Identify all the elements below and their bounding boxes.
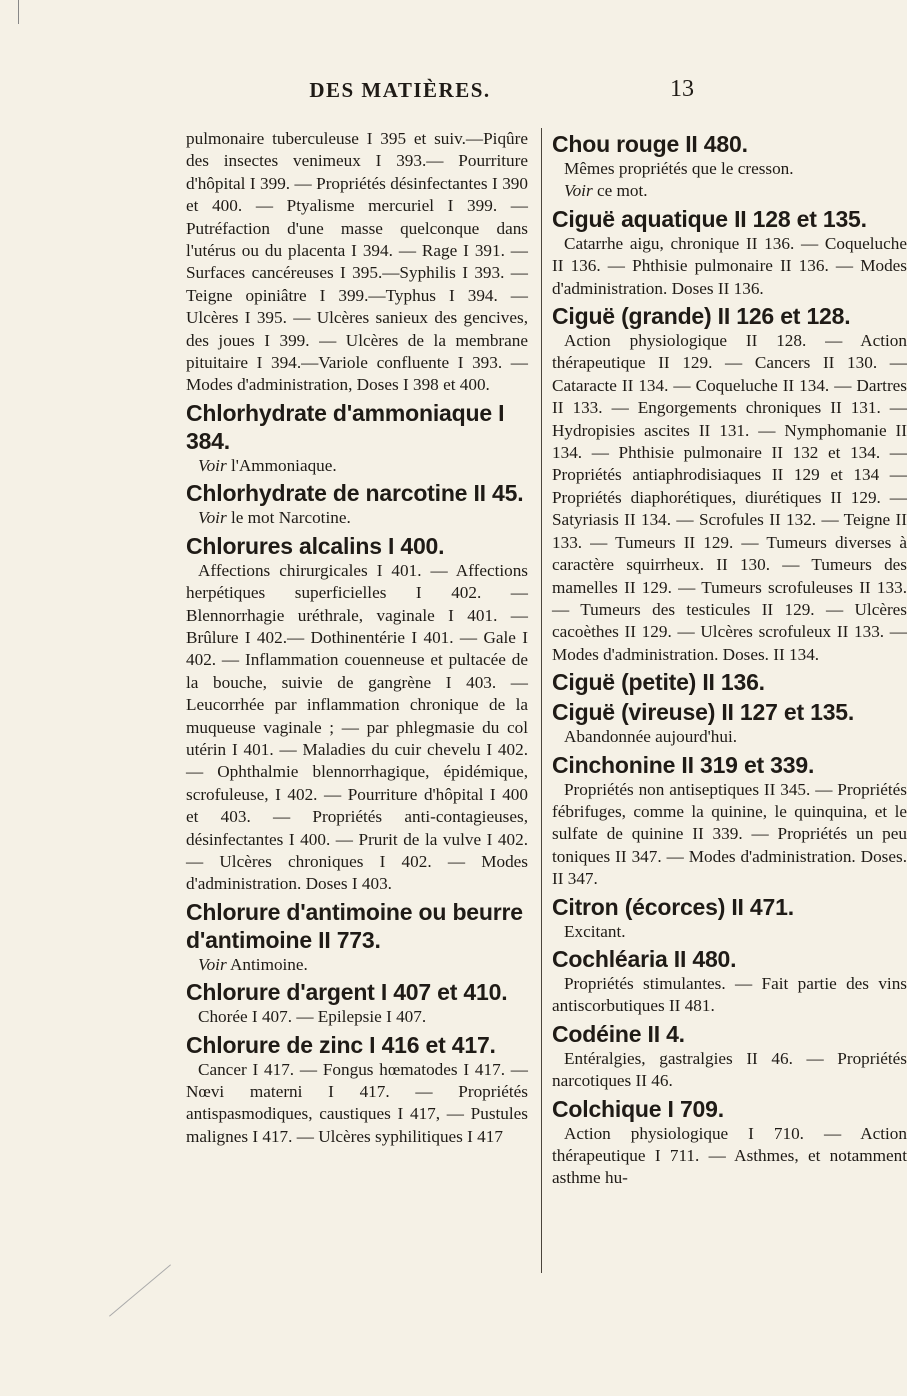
headword-chou-rouge: Chou rouge II 480. bbox=[552, 131, 748, 157]
page-header bbox=[120, 76, 694, 118]
see-word: Voir bbox=[564, 181, 593, 201]
headword-cochlearia: Cochléaria II 480. bbox=[552, 945, 737, 972]
headword-chlorure-argent: Chlorure d'argent I 407 et 410. bbox=[186, 979, 508, 1006]
see-word: Voir bbox=[198, 508, 227, 528]
entry-text: Mêmes propriétés que le cresson. bbox=[564, 159, 794, 178]
headword-codeine: Codéine II 4. bbox=[552, 1020, 685, 1047]
entry-continuation: pulmonaire tuberculeuse I 395 et suiv.—Piqûre des insectes venimeux I 393.— Pourriture d'hôpital I 399. — Propriétés désinfectantes I 390 et 400. — Ptyalisme mercuriel I 399. — Putréfaction d'une masse quelconque dans l'utérus ou du placenta I 394. — Rage I 391. — Surfaces cancéreuses I 395.—Syphilis I 393. — Teigne opiniâtre I 399.—Typhus I 394. — Ulcères I 395. — Ulcères sanieux des gencives, des joues I 399. — Ulcères de la membrane pituitaire I 394.—Variole confluente I 393. — Modes d'administration, Doses I 398 et 400. bbox=[186, 129, 528, 395]
page-number: 13 bbox=[670, 76, 694, 102]
headword-cigue-vireuse: Ciguë (vireuse) II 127 et 135. bbox=[552, 699, 855, 726]
see-target: ce mot. bbox=[596, 181, 648, 201]
entry-text: Entéralgies, gastralgies II 46. — Propriétés narcotiques II 46. bbox=[552, 1048, 907, 1091]
entry-text: Action physiologique I 710. — Action thérapeutique I 711. — Asthmes, et notamment asthme hu- bbox=[552, 1123, 907, 1188]
entry-text: Propriétés non antiseptiques II 345. — Propriétés fébrifuges, comme la quinine, le quinquina, et le sulfate de quinine II 339. — Propriétés un peu toniques II 347. — Modes d'administration. Doses. II 347. bbox=[552, 779, 907, 889]
headword-cigue-petite: Ciguë (petite) II 136. bbox=[552, 669, 765, 696]
entry-text: Cancer I 417. — Fongus hœmatodes I 417. — Nœvi materni I 417. — Propriétés antispasmodiques, caustiques I 417, — Pustules malignes I 417. — Ulcères syphilitiques I 417 bbox=[186, 1059, 528, 1146]
see-target: le mot Narcotine. bbox=[230, 508, 351, 528]
see-reference bbox=[186, 507, 528, 529]
entry-text: Abandonnée aujourd'hui. bbox=[564, 727, 738, 747]
page-mark bbox=[109, 1264, 171, 1316]
headword-cigue-aquatique: Ciguë aquatique II 128 et 135. bbox=[552, 205, 867, 232]
page-blemish bbox=[18, 0, 19, 24]
headword-cinchonine: Cinchonine II 319 et 339. bbox=[552, 751, 815, 778]
headword-citron: Citron (écorces) II 471. bbox=[552, 893, 794, 920]
column-rule bbox=[541, 128, 542, 1273]
left-column bbox=[186, 128, 528, 1148]
right-column bbox=[552, 128, 907, 1190]
headword-chlorhydrate-narcotine: Chlorhydrate de narcotine II 45. bbox=[186, 480, 524, 507]
see-reference bbox=[186, 455, 528, 477]
headword-cigue-grande: Ciguë (grande) II 126 et 128. bbox=[552, 303, 851, 330]
running-title: DES MATIÈRES. bbox=[309, 78, 491, 102]
see-word: Voir bbox=[198, 954, 227, 974]
see-word: Voir bbox=[198, 455, 227, 475]
see-target: l'Ammoniaque. bbox=[230, 455, 337, 475]
headword-chlorure-antimoine: Chlorure d'antimoine ou beurre d'antimoine II 773. bbox=[186, 898, 523, 953]
headword-colchique: Colchique I 709. bbox=[552, 1095, 724, 1122]
see-reference bbox=[186, 954, 528, 976]
see-target: Antimoine. bbox=[230, 954, 308, 974]
entry-text: Affections chirurgicales I 401. — Affections herpétiques superficielles I 402. — Blennorrhagie uréthrale, vaginale I 401. — Brûlure I 402.— Dothinentérie I 401. — Gale I 402. — Inflammation couenneuse et pultacée de la bouche, suivie de gangrène I 403. — Leucorrhée par inflammation chronique de la muqueuse vaginale ; — par phlegmasie du col utérin I 401. — Maladies du cuir chevelu I 402. — Ophthalmie blennorrhagique, épidémique, scrofuleuse, I 402. — Pourriture d'hôpital I 400 et 403. — Propriétés anti-contagieuses, désinfectantes I 400. — Prurit de la vulve I 402. — Ulcères chroniques I 402. — Modes d'administration. Doses I 403. bbox=[186, 560, 528, 894]
headword-chlorhydrate-ammoniaque: Chlorhydrate d'ammoniaque I 384. bbox=[186, 399, 505, 454]
entry-text: Propriétés stimulantes. — Fait partie des vins antiscorbutiques II 481. bbox=[552, 973, 907, 1016]
headword-chlorure-zinc: Chlorure de zinc I 416 et 417. bbox=[186, 1031, 496, 1058]
see-reference bbox=[552, 180, 907, 202]
entry-text: Action physiologique II 128. — Action thérapeutique II 129. — Cancers II 130. — Cataracte II 134. — Coqueluche II 134. — Dartres II 133. — Engorgements chroniques II 131. — Hydropisies ascites II 131. — Nymphomanie II 134. — Phthisie pulmonaire II 132 et 134. — Propriétés antiaphrodisiaques II 129 et 134 — Propriétés diaphorétiques, diurétiques II 129. — Satyriasis II 134. — Scrofules II 132. — Teigne II 133. — Tumeurs II 129. — Tumeurs diverses à caractère squirrheux. II 130. — Tumeurs des mamelles II 129. — Tumeurs scrofuleuses II 133. — Tumeurs des testicules II 129. — Ulcères cacoèthes II 129. — Ulcères scrofuleux II 133. — Modes d'administration. Doses. II 134. bbox=[552, 331, 907, 664]
entry-text: Excitant. bbox=[564, 921, 626, 941]
entry-text: Catarrhe aigu, chronique II 136. — Coqueluche II 136. — Phthisie pulmonaire II 136. — Modes d'administration. Doses II 136. bbox=[552, 233, 907, 298]
entry-text: Chorée I 407. — Epilepsie I 407. bbox=[198, 1007, 427, 1027]
headword-chlorures-alcalins: Chlorures alcalins I 400. bbox=[186, 532, 445, 559]
